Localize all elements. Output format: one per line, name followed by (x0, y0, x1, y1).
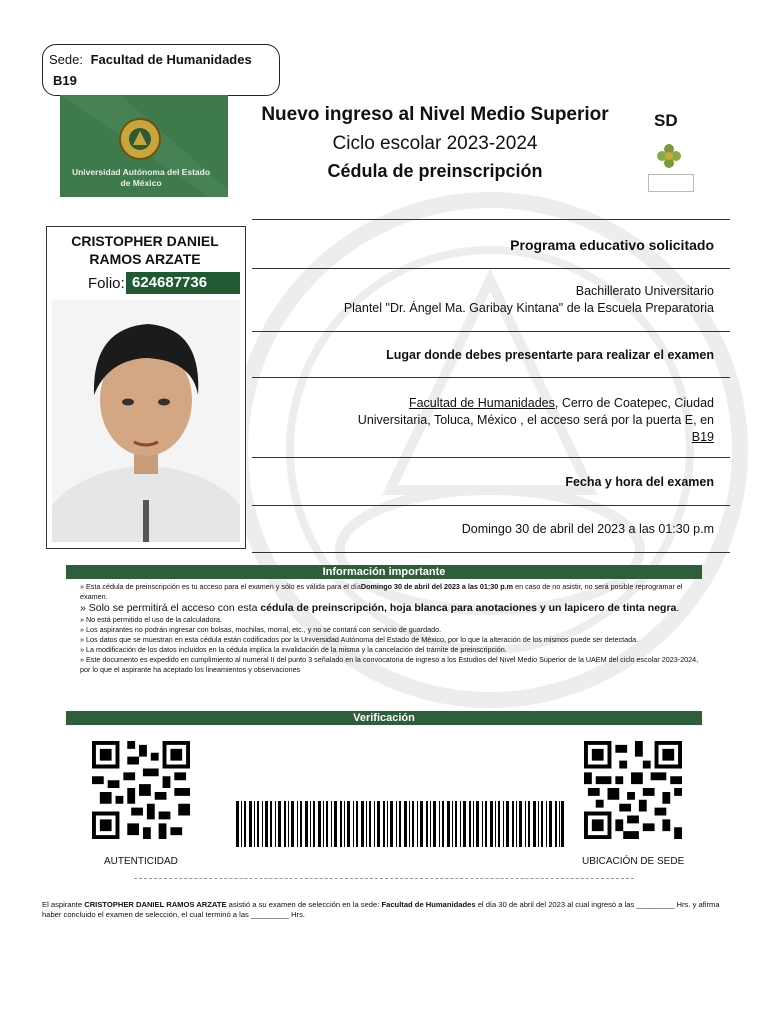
sd-small-badge (648, 174, 694, 192)
footer-candidate-name: CRISTOPHER DANIEL RAMOS ARZATE (84, 900, 227, 909)
school-cycle: Ciclo escolar 2023-2024 (332, 133, 538, 154)
authenticity-caption: AUTENTICIDAD (104, 856, 178, 867)
qr-code-location (584, 741, 682, 839)
footer-sede: Facultad de Humanidades (381, 900, 476, 909)
program-name: Bachillerato Universitario (575, 284, 714, 298)
candidate-name: CRISTOPHER DANIEL RAMOS ARZATE (71, 233, 219, 267)
exam-datetime-heading: Fecha y hora del examen (565, 475, 714, 489)
folio-number: 624687736 (126, 272, 240, 294)
info-text: en caso de no asistir, no será posible reprogramar el examen. (80, 582, 683, 601)
sede-label: Sede: (49, 52, 83, 67)
info-item: » No está permitido el uso de la calculadora. (80, 615, 222, 624)
footer-text: El aspirante (42, 900, 85, 909)
logo-text: Universidad Autónoma del Estado de México (71, 167, 211, 188)
divider (252, 552, 730, 553)
place-link[interactable]: Facultad de Humanidades (408, 396, 555, 410)
candidate-photo (52, 300, 240, 542)
exam-datetime: Domingo 30 de abril del 2023 a las 01:30 p.m (461, 522, 714, 536)
footer-text: asistió a su examen de selección en la sede: (226, 900, 382, 909)
divider (252, 219, 730, 220)
location-caption: UBICACIÓN DE SEDE (582, 856, 685, 867)
info-text: » Esta cédula de preinscripción es tu acceso para el examen y sólo es válida para el día (80, 582, 361, 591)
flower-emblem-icon (656, 143, 682, 169)
exam-place-heading: Lugar donde debes presentarte para realizar el examen (386, 348, 714, 362)
info-item: » Este documento es expedido en cumplimiento al numeral II del punto 3 señalado en la convocatoria de ingreso a los Estudios del Nivel Medio Superior de la UAEM del ciclo escolar 2023-2024, por lo que el aspirante ha aceptado los lineamientos y observaciones (80, 655, 699, 674)
info-item: » Los aspirantes no podrán ingresar con bolsas, mochilas, morral, etc., y no se contará con servicio de guardado. (80, 625, 442, 634)
doc-title: Nuevo ingreso al Nivel Medio Superior (261, 104, 609, 125)
footer-text: el día 30 de abril del 2023 al cual ingresó a las _________ Hrs. y afirma haber concluido el examen de selección, el cual terminó a las _________ Hrs. (42, 900, 720, 919)
place-text-2: Universitaria, Toluca, México , el acceso será por la puerta E, en (357, 413, 714, 427)
divider (252, 457, 730, 458)
attendance-statement (42, 900, 732, 920)
verification-heading: Verificación (66, 711, 702, 725)
divider (252, 377, 730, 378)
sd-label: SD (654, 111, 678, 130)
sede-line (49, 52, 252, 67)
divider (252, 505, 730, 506)
exam-place (252, 395, 714, 446)
place-code: B19 (691, 430, 714, 444)
info-item (80, 582, 700, 602)
info-item: » La modificación de los datos incluidos en la cédula implica la invalidación de la misma y la cancelación del trámite de preinscripción. (80, 645, 507, 654)
program-campus: Plantel "Dr. Ángel Ma. Garibay Kintana" de la Escuela Preparatoria (343, 301, 714, 315)
info-item (80, 602, 700, 615)
info-date: Domingo 30 de abril del 2023 a las 01:30 p.m (360, 582, 514, 591)
place-text-1: , Cerro de Coatepec, Ciudad (554, 396, 714, 410)
info-text: » Solo se permitirá el acceso con esta (80, 602, 261, 614)
barcode (236, 801, 564, 847)
sede-box (42, 44, 280, 96)
info-heading: Información importante (66, 565, 702, 579)
sede-name: Facultad de Humanidades (90, 52, 252, 67)
info-text: . (676, 602, 680, 614)
cut-line (134, 878, 634, 879)
info-emphasis: cédula de preinscripción, hoja blanca para anotaciones y un lapicero de tinta negra (260, 602, 677, 614)
program-heading: Programa educativo solicitado (510, 237, 714, 253)
sede-code: B19 (53, 73, 77, 88)
folio-label: Folio: (88, 275, 125, 292)
info-list (80, 582, 700, 675)
uaem-logo (60, 95, 228, 197)
doc-subtitle: Cédula de preinscripción (327, 161, 543, 181)
divider (252, 268, 730, 269)
info-item: » Los datos que se muestran en esta cédula están codificados por la Universidad Autónoma del Estado de México, por lo que la alteración de los mismos puede ser detectada. (80, 635, 639, 644)
divider (252, 331, 730, 332)
qr-code-authenticity (92, 741, 190, 839)
